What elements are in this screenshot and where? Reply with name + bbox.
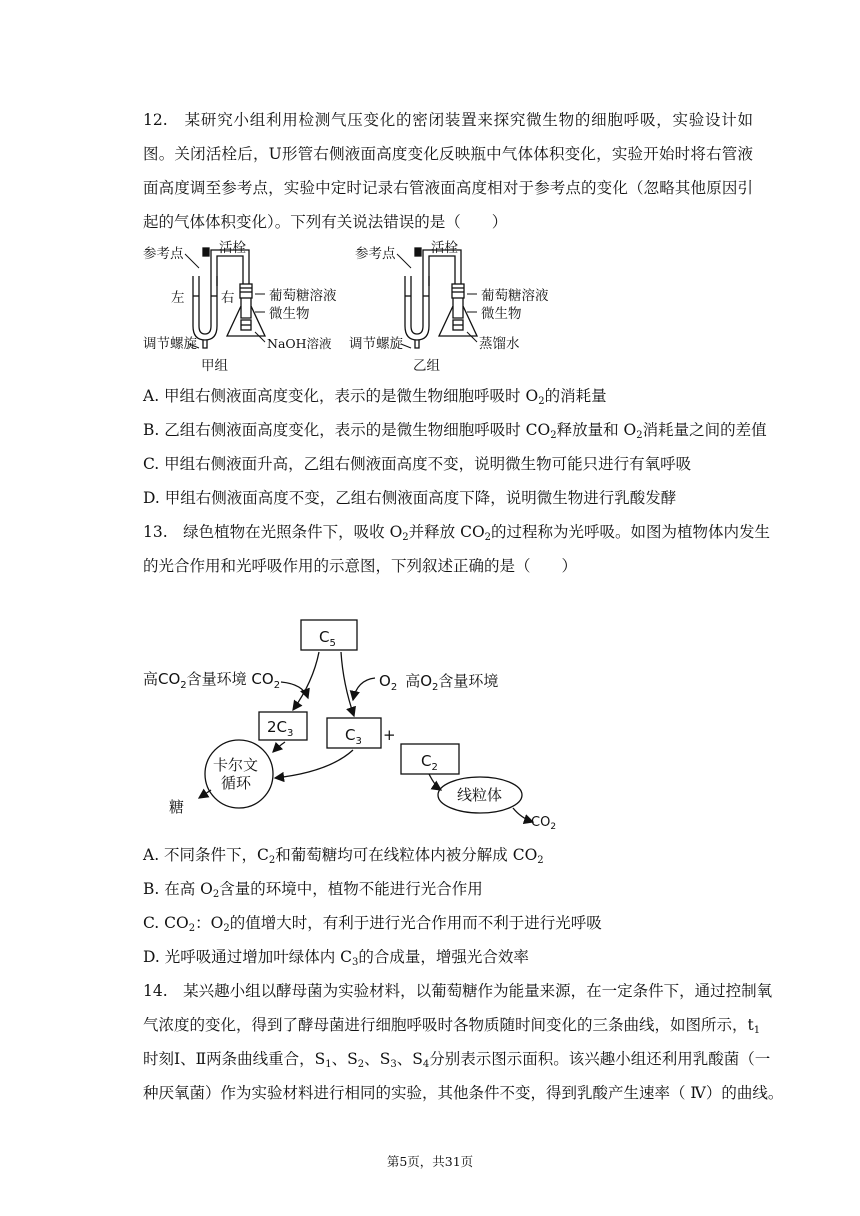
q13-option-d: D. 光呼吸通过增加叶绿体内 $C_3$的合成量，增强光合效率	[143, 948, 529, 968]
sugar-label: 糖	[169, 798, 185, 816]
yi-stopcock-label: 活栓	[431, 240, 458, 256]
mitochondria-label: 线粒体	[457, 786, 503, 804]
jia-glucose-label: 葡萄糖溶液	[269, 288, 337, 304]
q14-stem-line1: 14. 某兴趣小组以酵母菌为实验材料，以葡萄糖作为能量来源，在一定条件下，通过控制氧	[143, 982, 773, 1000]
q14-stem-line2: 气浓度的变化，得到了酵母菌进行细胞呼吸时各物质随时间变化的三条曲线，如图所示，$t_1$	[143, 1016, 761, 1036]
svg-text:O2高O2含量环境: $O_2$ 高$O_2$含量环境	[379, 672, 499, 693]
2c3-label: 2C	[267, 718, 288, 736]
jia-screw-label: 调节螺旋	[143, 336, 197, 352]
c5-label: C	[319, 628, 330, 646]
q12-stem: 12. 某研究小组利用检测气压变化的密闭装置来探究微生物的细胞呼吸，实验设计如图。关闭活栓后，U形管右侧液面高度变化反映瓶中气体体积变化，实验开始时将右管液面高度调至参考点，实验中定时记录右管液面高度相对于参考点的变化（忽略其他原因引起的气体体积变化）。下列有关说法错误的是（ ）	[143, 111, 753, 231]
q13-stem-line2: 的光合作用和光呼吸作用的示意图，下列叙述正确的是（ ）	[143, 557, 578, 575]
yi-group-label: 乙组	[413, 358, 440, 374]
jia-right-label: 右	[221, 290, 235, 306]
q12-option-d: D. 甲组右侧液面高度不变，乙组右侧液面高度下降，说明微生物进行乳酸发酵	[143, 489, 677, 507]
svg-text:CO2: $CO_2$	[531, 815, 557, 832]
calvin-label-1: 卡尔文	[213, 756, 259, 774]
svg-text:2C3: $2C_3$	[267, 718, 294, 739]
yi-screw-label: 调节螺旋	[349, 336, 403, 352]
q13-option-a: A. 不同条件下，$C_2$和葡萄糖均可在线粒体内被分解成 $CO_2$	[143, 846, 544, 866]
c3-label: C	[345, 726, 356, 744]
q13-option-c: C. $CO_2$：$O_2$的值增大时，有利于进行光合作用而不利于进行光呼吸	[143, 914, 602, 934]
svg-text:C2: $C_2$	[421, 752, 438, 773]
jia-stopcock-label: 活栓	[219, 240, 246, 256]
q12-option-a: A. 甲组右侧液面高度变化，表示的是微生物细胞呼吸时 $O_2$的消耗量	[143, 387, 607, 407]
page-footer: 第5页，共31页	[386, 1154, 474, 1169]
q12-option-c: C. 甲组右侧液面升高，乙组右侧液面高度不变，说明微生物可能只进行有氧呼吸	[143, 455, 692, 473]
q14-stem-line3: 时刻Ⅰ、Ⅱ两条曲线重合，$S_1$、$S_2$、$S_3$、$S_4$分别表示图示面积。该兴趣小组还利用乳酸菌（一	[143, 1050, 771, 1070]
yi-microbe-label: 微生物	[481, 306, 522, 322]
svg-text:C5: $C_5$	[319, 628, 336, 649]
co2-output-label: CO	[531, 815, 551, 830]
q13-stem-line1: 13. 绿色植物在光照条件下，吸收 $O_2$并释放 $CO_2$的过程称为光呼吸。如图为植物体内发生	[143, 523, 771, 543]
svg-text:高CO2含量环境 CO2: 高$CO_2$含量环境 $CO_2$	[143, 670, 281, 691]
q12-option-b: B. 乙组右侧液面高度变化，表示的是微生物细胞呼吸时 $CO_2$释放量和 $O_2$消耗量之间的差值	[143, 421, 767, 441]
jia-naoh-label: NaOH溶液	[267, 336, 332, 351]
yi-glucose-label: 葡萄糖溶液	[481, 288, 549, 304]
yi-water-label: 蒸馏水	[479, 336, 520, 352]
jia-group-label: 甲组	[201, 358, 228, 374]
c2-label: C	[421, 752, 432, 770]
high-co2-label: 高CO	[143, 670, 181, 688]
o2-label: O	[379, 672, 391, 690]
q13-photorespiration-diagram	[143, 612, 583, 834]
jia-microbe-label: 微生物	[269, 306, 310, 322]
svg-text:C3: $C_3$	[345, 726, 362, 747]
plus-sign: +	[383, 726, 396, 744]
jia-left-label: 左	[171, 290, 185, 306]
q13-option-b: B. 在高 $O_2$含量的环境中，植物不能进行光合作用	[143, 880, 483, 900]
apparatus-yi	[405, 248, 477, 348]
jia-ref-label: 参考点	[143, 246, 184, 262]
q14-stem-line4: 种厌氧菌）作为实验材料进行相同的实验，其他条件不变，得到乳酸产生速率（ Ⅳ）的曲线。	[143, 1084, 784, 1102]
yi-ref-label: 参考点	[355, 246, 396, 262]
calvin-label-2: 循环	[221, 774, 252, 792]
q12-apparatus-figure	[143, 236, 563, 376]
